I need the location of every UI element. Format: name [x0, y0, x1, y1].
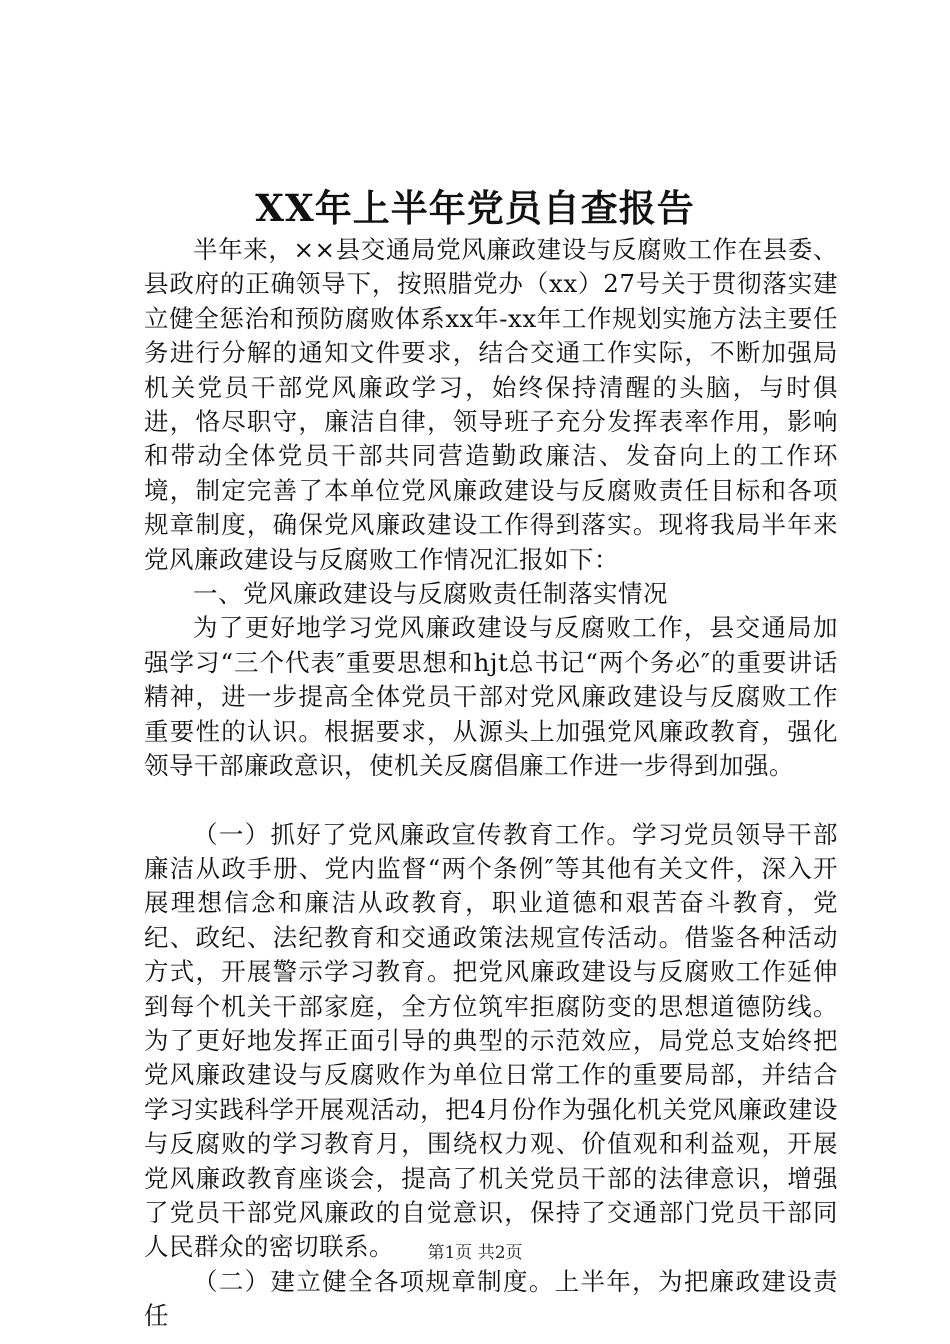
document-body [144, 233, 838, 1334]
section-heading: 一、党风廉政建设与反腐败责任制落实情况 [193, 579, 668, 609]
section-paragraph: 为了更好地学习党风廉政建设与反腐败工作，县交通局加强学习“三个代表″重要思想和hjt总书记“两个务必″的重要讲话精神，进一步提高全体党员干部对党风廉政建设与反腐败工作重要性的认识。根据要求，从源头上加强党风廉政教育，强化领导干部廉政意识，使机关反腐倡廉工作进一步得到加强。 [144, 613, 838, 781]
document-title: XX年上半年党员自查报告 [255, 186, 695, 230]
intro-paragraph: 半年来，××县交通局党风廉政建设与反腐败工作在县委、县政府的正确领导下，按照腊党办（xx）27号关于贯彻落实建立健全惩治和预防腐败体系xx年-xx年工作规划实施方法主要任务进行分解的通知文件要求，结合交通工作实际，不断加强局机关党员干部党风廉政学习，始终保持清醒的头脑，与时俱进，恪尽职守，廉洁自律，领导班子充分发挥表率作用，影响和带动全体党员干部共同营造勤政廉洁、发奋向上的工作环境，制定完善了本单位党风廉政建设与反腐败责任目标和各项规章制度，确保党风廉政建设工作得到落实。现将我局半年来党风廉政建设与反腐败工作情况汇报如下： [144, 235, 838, 574]
subsection-paragraph-1: （一）抓好了党风廉政宣传教育工作。学习党员领导干部廉洁从政手册、党内监督“两个条例″等其他有关文件，深入开展理想信念和廉洁从政教育，职业道德和艰苦奋斗教育，党纪、政纪、法纪教育和交通政策法规宣传活动。借鉴各种活动方式，开展警示学习教育。把党风廉政建设与反腐败工作延伸到每个机关干部家庭，全方位筑牢拒腐防变的思想道德防线。为了更好地发挥正面引导的典型的示范效应，局党总支始终把党风廉政建设与反腐败作为单位日常工作的重要局部，并结合学习实践科学开展观活动，把4月份作为强化机关党风廉政建设与反腐败的学习教育月，围绕权力观、价值观和利益观，开展党风廉政教育座谈会，提高了机关党员干部的法律意识，增强了党员干部党风廉政的自觉意识，保持了交通部门党员干部同人民群众的密切联系。 [144, 819, 838, 1262]
page-number-footer: 第1页 共2页 [427, 1243, 523, 1263]
subsection-paragraph-2: （二）建立健全各项规章制度。上半年，为把廉政建设责任 [144, 1266, 838, 1331]
